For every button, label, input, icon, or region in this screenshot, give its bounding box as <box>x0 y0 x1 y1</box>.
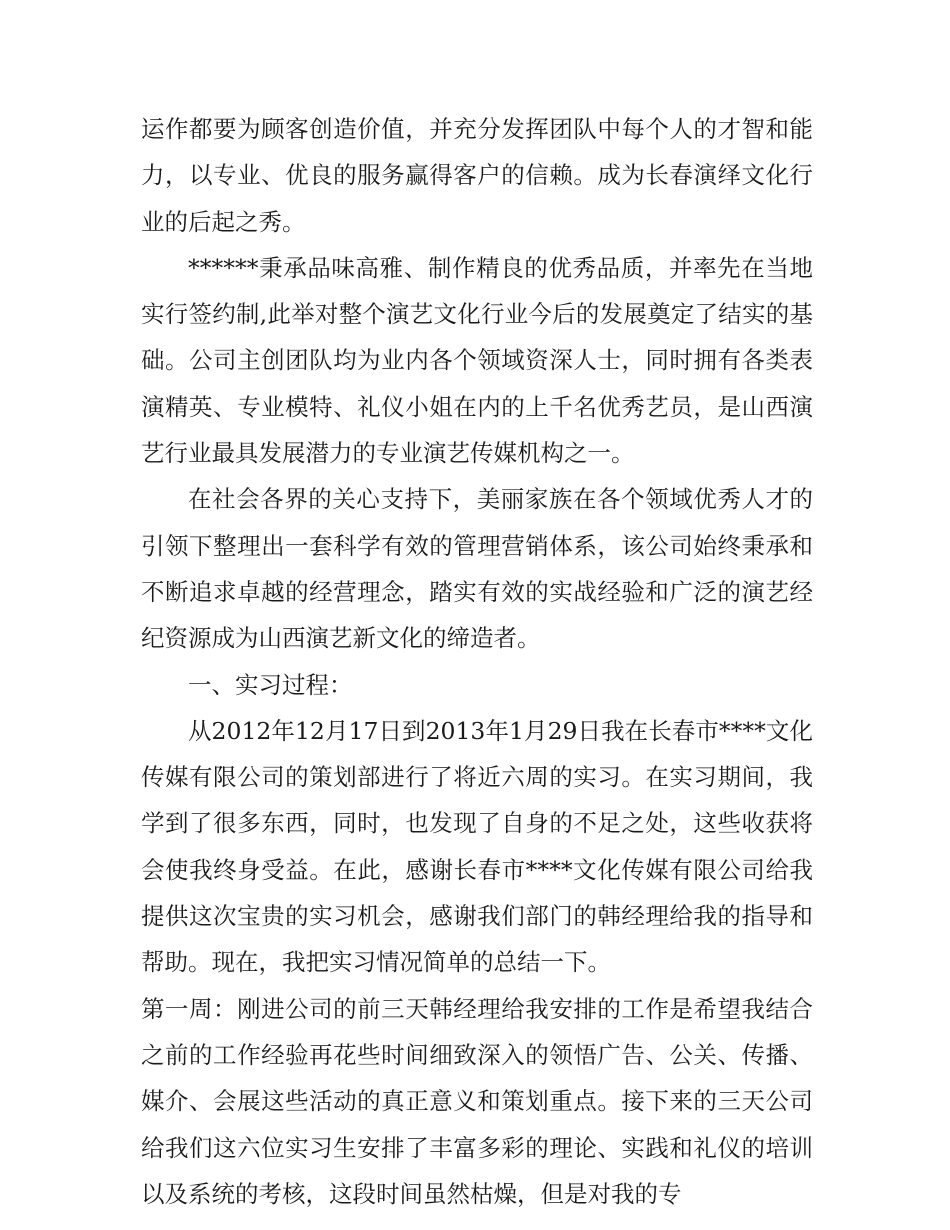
section-heading-internship-process: 一、实习过程： <box>188 670 353 699</box>
paragraph-week-one: 第一周：刚进公司的前三天韩经理给我安排的工作是希望我结合之前的工作经验再花些时间细致深入的领悟广告、公关、传播、媒介、会展这些活动的真正意义和策划重点。接下来的三天公司给我们这六位实习生安排了丰富多彩的理论、实践和礼仪的培训以及系统的考核，这段时间虽然枯燥，但是对我的专 <box>141 994 813 1208</box>
paragraph-company-quality: ******秉承品味高雅、制作精良的优秀品质，并率先在当地实行签约制,此举对整个演艺文化行业今后的发展奠定了结实的基础。公司主创团队均为业内各个领域资深人士，同时拥有各类表演精英、专业模特、礼仪小姐在内的上千名优秀艺员，是山西演艺行业最具发展潜力的专业演艺传媒机构之一。 <box>141 253 813 468</box>
paragraph-continuation: 运作都要为顾客创造价值，并充分发挥团队中每个人的才智和能力，以专业、优良的服务赢得客户的信赖。成为长春演绎文化行业的后起之秀。 <box>141 115 813 236</box>
document-body <box>141 106 813 1217</box>
paragraph-internship-overview: 从2012年12月17日到2013年1月29日我在长春市****文化传媒有限公司的策划部进行了将近六周的实习。在实习期间，我学到了很多东西，同时，也发现了自身的不足之处，这些收获将会使我终身受益。在此，感谢长春市****文化传媒有限公司给我提供这次宝贵的实习机会，感谢我们部门的韩经理给我的指导和帮助。现在，我把实习情况简单的总结一下。 <box>141 716 813 977</box>
paragraph-company-support: 在社会各界的关心支持下，美丽家族在各个领域优秀人才的引领下整理出一套科学有效的管理营销体系，该公司始终秉承和不断追求卓越的经营理念，踏实有效的实战经验和广泛的演艺经纪资源成为山西演艺新文化的缔造者。 <box>141 485 813 653</box>
